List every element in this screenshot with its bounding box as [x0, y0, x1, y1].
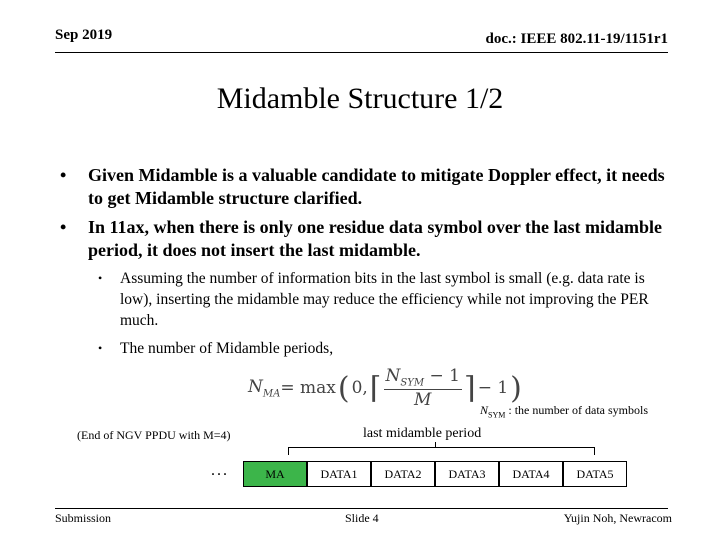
bullet-dot: • [98, 341, 103, 355]
sub-bullet-item [98, 268, 660, 331]
bullet-item [60, 164, 678, 210]
bullet-dot: • [60, 165, 67, 185]
bullet-dot: • [98, 271, 103, 285]
midamble-formula: $N_{MA}$ = max ( 0, ⌈ $\frac{N_{SYM} - 1}{M}$ ⌉ − 1 ) [248, 366, 522, 410]
data-cell: DATA4 [499, 461, 563, 487]
data-cell: DATA3 [435, 461, 499, 487]
period-bracket [288, 447, 595, 455]
formula-fraction: $\frac{N_{SYM} - 1}{M}$ [385, 366, 460, 410]
ellipsis: ... [211, 462, 229, 479]
header-rule [55, 52, 668, 53]
header-date: Sep 2019 [55, 27, 113, 43]
ppdu-caption: (End of NGV PPDU with M=4) [77, 428, 231, 442]
footer-author: Yujin Noh, Newracom [563, 511, 672, 525]
period-label: last midamble period [363, 426, 482, 441]
sub-bullet-text: The number of Midamble periods, [120, 340, 334, 357]
data-cell: DATA5 [563, 461, 627, 487]
bullet-item [60, 216, 678, 262]
midamble-cell: MA [243, 461, 307, 487]
header-doc-id: doc.: IEEE 802.11-19/1151r1 [485, 31, 668, 47]
sub-bullet-text: Assuming the number of information bits in the last symbol is small (e.g. data rate is low), inserting the midamble may reduce the efficiency while not improving the PER much. [120, 270, 649, 329]
data-cell: DATA1 [307, 461, 371, 487]
bullet-text: Given Midamble is a valuable candidate to mitigate Doppler effect, it needs to get Midamble structure clarified. [88, 165, 665, 208]
footer-slide-number: Slide 4 [345, 511, 379, 525]
slide-title: Midamble Structure 1/2 [216, 82, 504, 115]
bullet-text: In 11ax, when there is only one residue data symbol over the last midamble period, it does not insert the last midamble. [88, 217, 663, 260]
data-cell: DATA2 [371, 461, 435, 487]
bracket-tick [435, 442, 436, 448]
nsym-note: $N_{SYM}$ : the number of data symbols [480, 403, 648, 420]
footer-rule [55, 508, 668, 509]
sub-bullet-item [98, 338, 660, 359]
bullet-dot: • [60, 217, 67, 237]
footer-submission: Submission [55, 511, 112, 525]
